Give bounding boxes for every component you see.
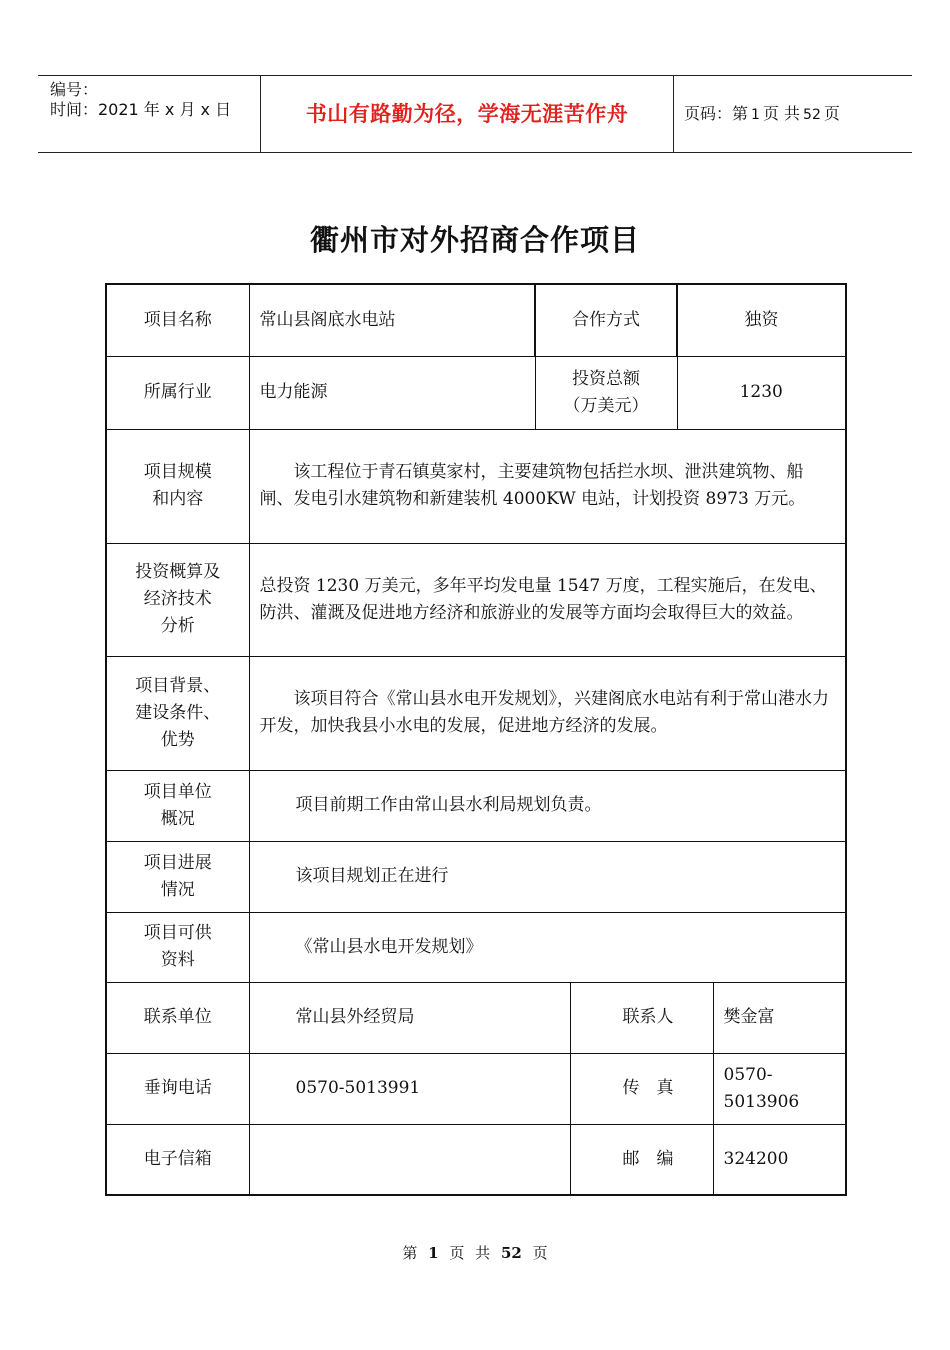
cooperation-mode-value: 独资 [677,284,846,356]
page-footer: 第 1 页 共 52 页 [402,1244,548,1262]
table-row [106,912,846,982]
document-number-label: 编号： [50,80,99,99]
table-row [106,284,846,356]
table-row [106,356,846,429]
page-total: 52 [803,107,821,123]
project-name-value: 常山县阁底水电站 [249,284,535,356]
investment-label: 投资总额 （万美元） [535,356,677,429]
header-motto: 书山有路勤为径，学海无涯苦作舟 [305,102,629,126]
table-row [106,1124,846,1195]
table-row [106,429,846,543]
unit-label: 项目单位 概况 [106,770,249,841]
footer-page-total: 52 [500,1244,522,1262]
materials-content: 《常山县水电开发规划》 [249,912,846,982]
fax-label: 传 真 [570,1053,713,1124]
table-row [106,543,846,656]
investment-value: 1230 [677,356,846,429]
background-content: 该项目符合《常山县水电开发规划》，兴建阁底水电站有利于常山港水力开发，加快我县小水电的发展，促进地方经济的发展。 [249,656,846,770]
progress-content: 该项目规划正在进行 [249,841,846,912]
email-value [249,1124,570,1195]
table-row [106,982,846,1053]
page-current: 1 [751,107,760,123]
header-page-info: 页码：第 1 页 共 52 页 [684,104,840,123]
postcode-value: 324200 [713,1124,846,1195]
document-title: 衢州市对外招商合作项目 [309,223,640,257]
budget-label: 投资概算及 经济技术 分析 [106,543,249,656]
email-label: 电子信箱 [106,1124,249,1195]
phone-label: 垂询电话 [106,1053,249,1124]
table-row [106,1053,846,1124]
header-meta [50,80,231,120]
scale-label: 项目规模 和内容 [106,429,249,543]
fax-value: 0570-5013906 [713,1053,846,1124]
project-table [105,283,847,1196]
page-header [38,75,912,153]
contact-unit-label: 联系单位 [106,982,249,1053]
budget-content: 总投资 1230 万美元，多年平均发电量 1547 万度，工程实施后，在发电、防洪、灌溉及促进地方经济和旅游业的发展等方面均会取得巨大的效益。 [249,543,846,656]
document-date: 时间：2021 年 x 月 x 日 [50,100,232,119]
industry-label: 所属行业 [106,356,249,429]
project-name-label: 项目名称 [106,284,249,356]
table-row [106,841,846,912]
header-divider [673,76,674,152]
table-row [106,656,846,770]
industry-value: 电力能源 [249,356,535,429]
contact-person-label: 联系人 [570,982,713,1053]
postcode-label: 邮 编 [570,1124,713,1195]
materials-label: 项目可供 资料 [106,912,249,982]
contact-unit-value: 常山县外经贸局 [249,982,570,1053]
phone-value: 0570-5013991 [249,1053,570,1124]
cooperation-mode-label: 合作方式 [535,284,677,356]
progress-label: 项目进展 情况 [106,841,249,912]
footer-page-current: 1 [428,1244,439,1262]
unit-content: 项目前期工作由常山县水利局规划负责。 [249,770,846,841]
background-label: 项目背景、 建设条件、 优势 [106,656,249,770]
scale-content: 该工程位于青石镇莫家村，主要建筑物包括拦水坝、泄洪建筑物、船闸、发电引水建筑物和新建装机 4000KW 电站，计划投资 8973 万元。 [249,429,846,543]
contact-person-value: 樊金富 [713,982,846,1053]
table-row [106,770,846,841]
